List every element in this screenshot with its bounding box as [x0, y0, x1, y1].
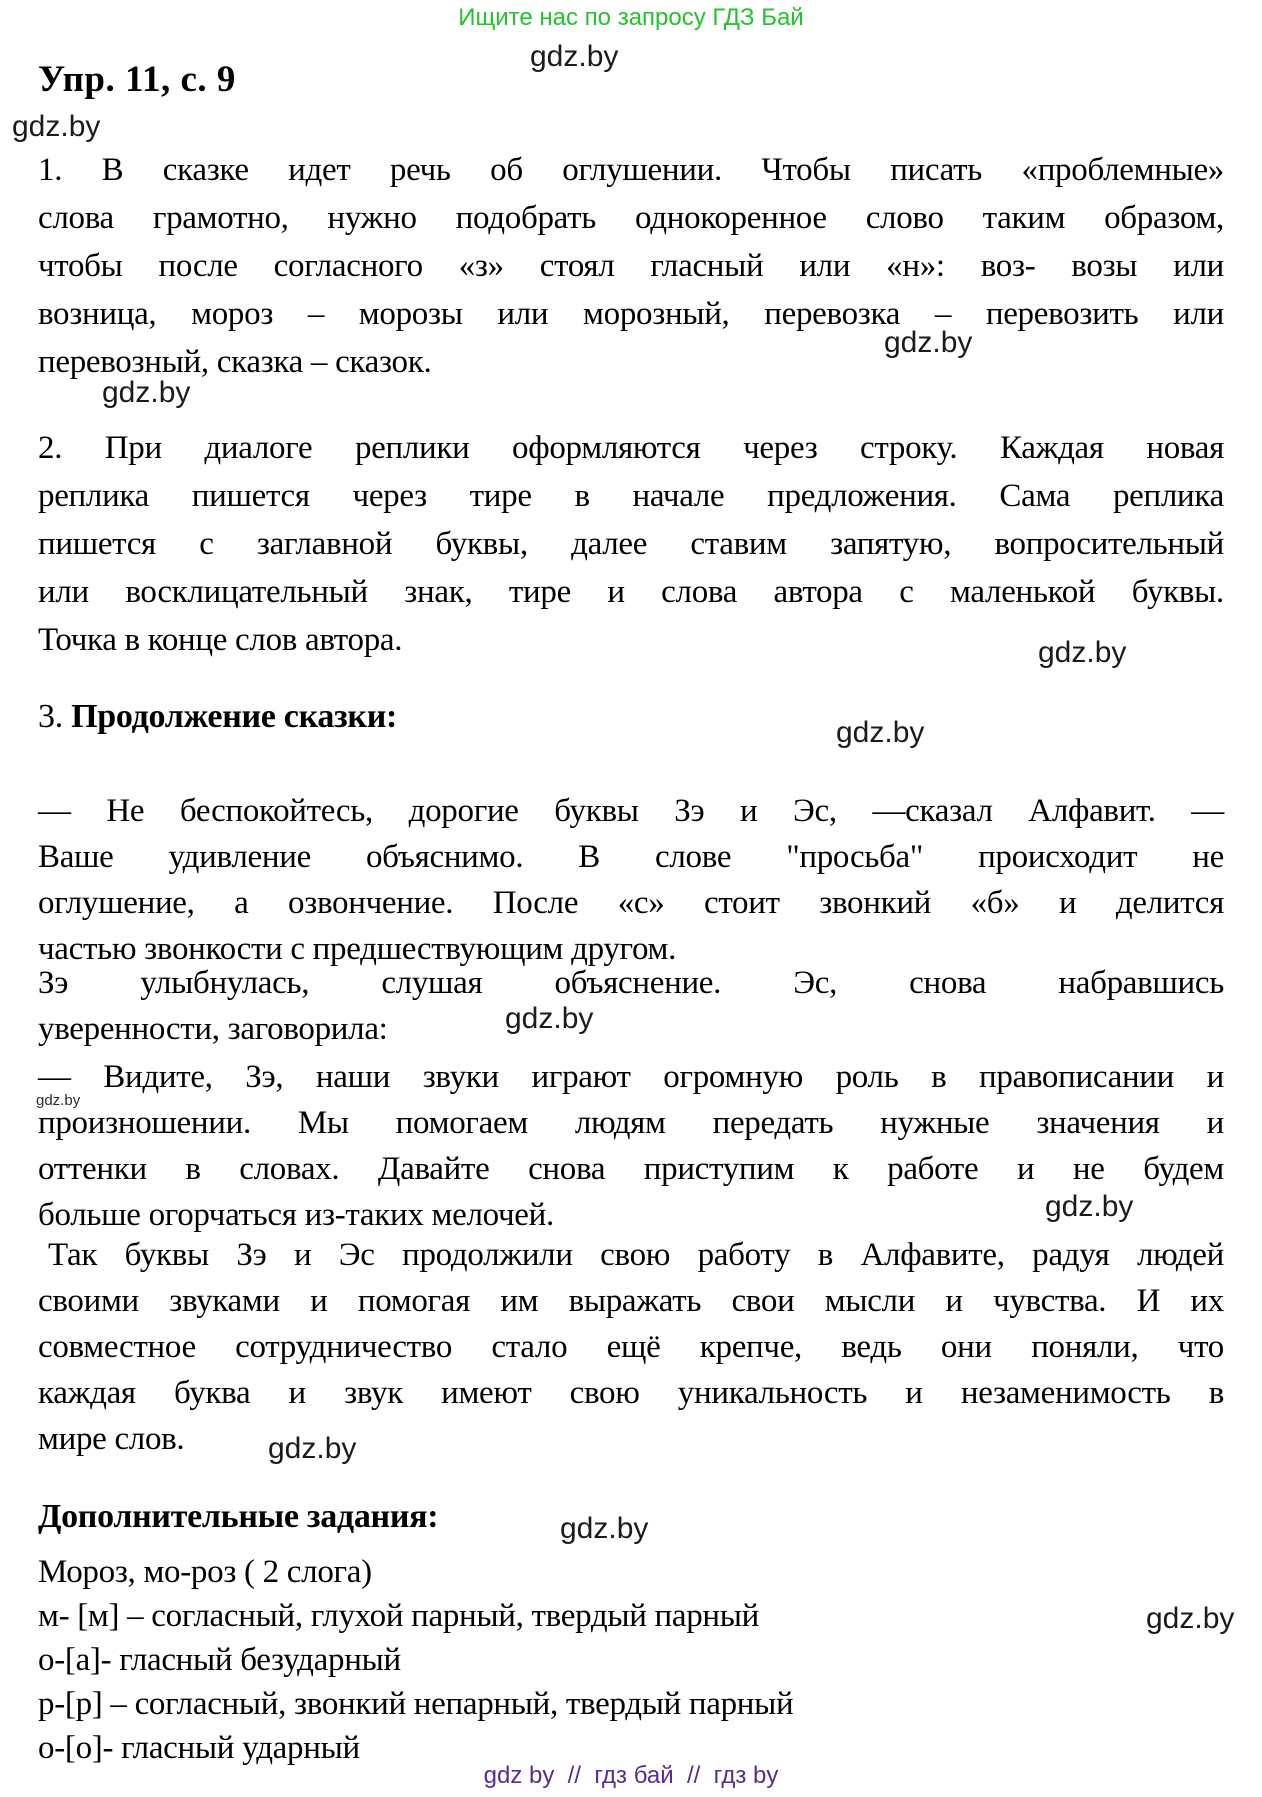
text-line: больше огорчаться из-таких мелочей.	[38, 1197, 554, 1233]
answer-1-paragraph	[38, 146, 1224, 386]
gdz-watermark: gdz.by	[268, 1432, 357, 1465]
gdz-watermark: gdz.by	[102, 376, 191, 409]
gdz-watermark: gdz.by	[836, 716, 925, 749]
text-line: мире слов.	[38, 1421, 185, 1457]
answer-3-number: 3.	[38, 698, 72, 735]
phonetic-line: Мороз, мо-роз ( 2 слога)	[38, 1554, 372, 1590]
answer-3-label: Продолжение сказки:	[71, 698, 398, 735]
text-line: пишется с заглавной буквы, далее ставим запятую, вопросительный	[38, 526, 1224, 562]
gdz-watermark: gdz.by	[530, 40, 619, 73]
text-line: уверенности, заговорила:	[38, 1011, 388, 1047]
text-line: каждая буква и звук имеют свою уникальность и незаменимость в	[38, 1375, 1224, 1411]
text-line: 1. В сказке идет речь об оглушении. Чтобы писать «проблемные»	[38, 152, 1224, 188]
text-line: оттенки в словах. Давайте снова приступим к работе и не будем	[38, 1151, 1224, 1187]
text-line: Так буквы Зэ и Эс продолжили свою работу в Алфавите, радуя людей	[48, 1237, 1224, 1273]
text-line: 2. При диалоге реплики оформляются через строку. Каждая новая	[38, 430, 1224, 466]
gdz-watermark: gdz.by	[884, 326, 973, 359]
text-line: реплика пишется через тире в начале предложения. Сама реплика	[38, 478, 1224, 514]
page-title: Упр. 11, с. 9	[38, 59, 236, 100]
promo-banner: Ищите нас по запросу ГДЗ Бай	[458, 4, 804, 31]
gdz-watermark-small: gdz.by	[36, 1092, 81, 1109]
text-line: Зэ улыбнулась, слушая объяснение. Эс, снова набравшись	[38, 965, 1224, 1001]
text-line: совместное сотрудничество стало ещё крепче, ведь они поняли, что	[38, 1329, 1224, 1365]
phonetic-line: о-[а]- гласный безударный	[38, 1642, 401, 1678]
phonetic-line: м- [м] – согласный, глухой парный, твердый парный	[38, 1598, 760, 1634]
phonetic-line: о-[о]- гласный ударный	[38, 1730, 360, 1766]
story-paragraph-2	[38, 960, 1224, 1052]
text-line: чтобы после согласного «з» стоял гласный или «н»: воз- возы или	[38, 248, 1224, 284]
gdz-watermark: gdz.by	[505, 1002, 594, 1035]
text-line: слова грамотно, нужно подобрать однокоренное слово таким образом,	[38, 200, 1224, 236]
gdz-watermark: gdz.by	[12, 110, 101, 143]
phonetic-line: р-[р] – согласный, звонкий непарный, твердый парный	[38, 1686, 794, 1722]
phonetic-analysis	[38, 1550, 1224, 1770]
answer-3-heading	[38, 698, 397, 736]
text-line: возница, мороз – морозы или морозный, перевозка – перевозить или	[38, 296, 1224, 332]
text-line: частью звонкости с предшествующим другом.	[38, 931, 677, 967]
text-line: — Видите, Зэ, наши звуки играют огромную роль в правописании и	[38, 1059, 1224, 1095]
text-line: своими звуками и помогая им выражать свои мысли и чувства. И их	[38, 1283, 1224, 1319]
text-line: произношении. Мы помогаем людям передать нужные значения и	[38, 1105, 1224, 1141]
story-paragraph-4	[38, 1232, 1224, 1462]
text-line: Точка в конце слов автора.	[38, 622, 403, 658]
story-paragraph-1	[38, 788, 1224, 972]
answer-2-paragraph	[38, 424, 1224, 664]
footer-links: gdz by // гдз бай // гдз by	[483, 1762, 779, 1789]
gdz-watermark: gdz.by	[1146, 1602, 1235, 1635]
gdz-watermark: gdz.by	[1038, 636, 1127, 669]
text-line: — Не беспокойтесь, дорогие буквы Зэ и Эс, —сказал Алфавит. —	[38, 793, 1224, 829]
text-line: перевозный, сказка – сказок.	[38, 344, 432, 380]
text-line: Ваше удивление объяснимо. В слове "просьба" происходит не	[38, 839, 1224, 875]
gdz-watermark: gdz.by	[1045, 1190, 1134, 1223]
text-line: или восклицательный знак, тире и слова автора с маленькой буквы.	[38, 574, 1224, 610]
text-line: оглушение, а озвончение. После «с» стоит звонкий «б» и делится	[38, 885, 1224, 921]
gdz-watermark: gdz.by	[560, 1512, 649, 1545]
extra-tasks-heading: Дополнительные задания:	[38, 1498, 439, 1535]
